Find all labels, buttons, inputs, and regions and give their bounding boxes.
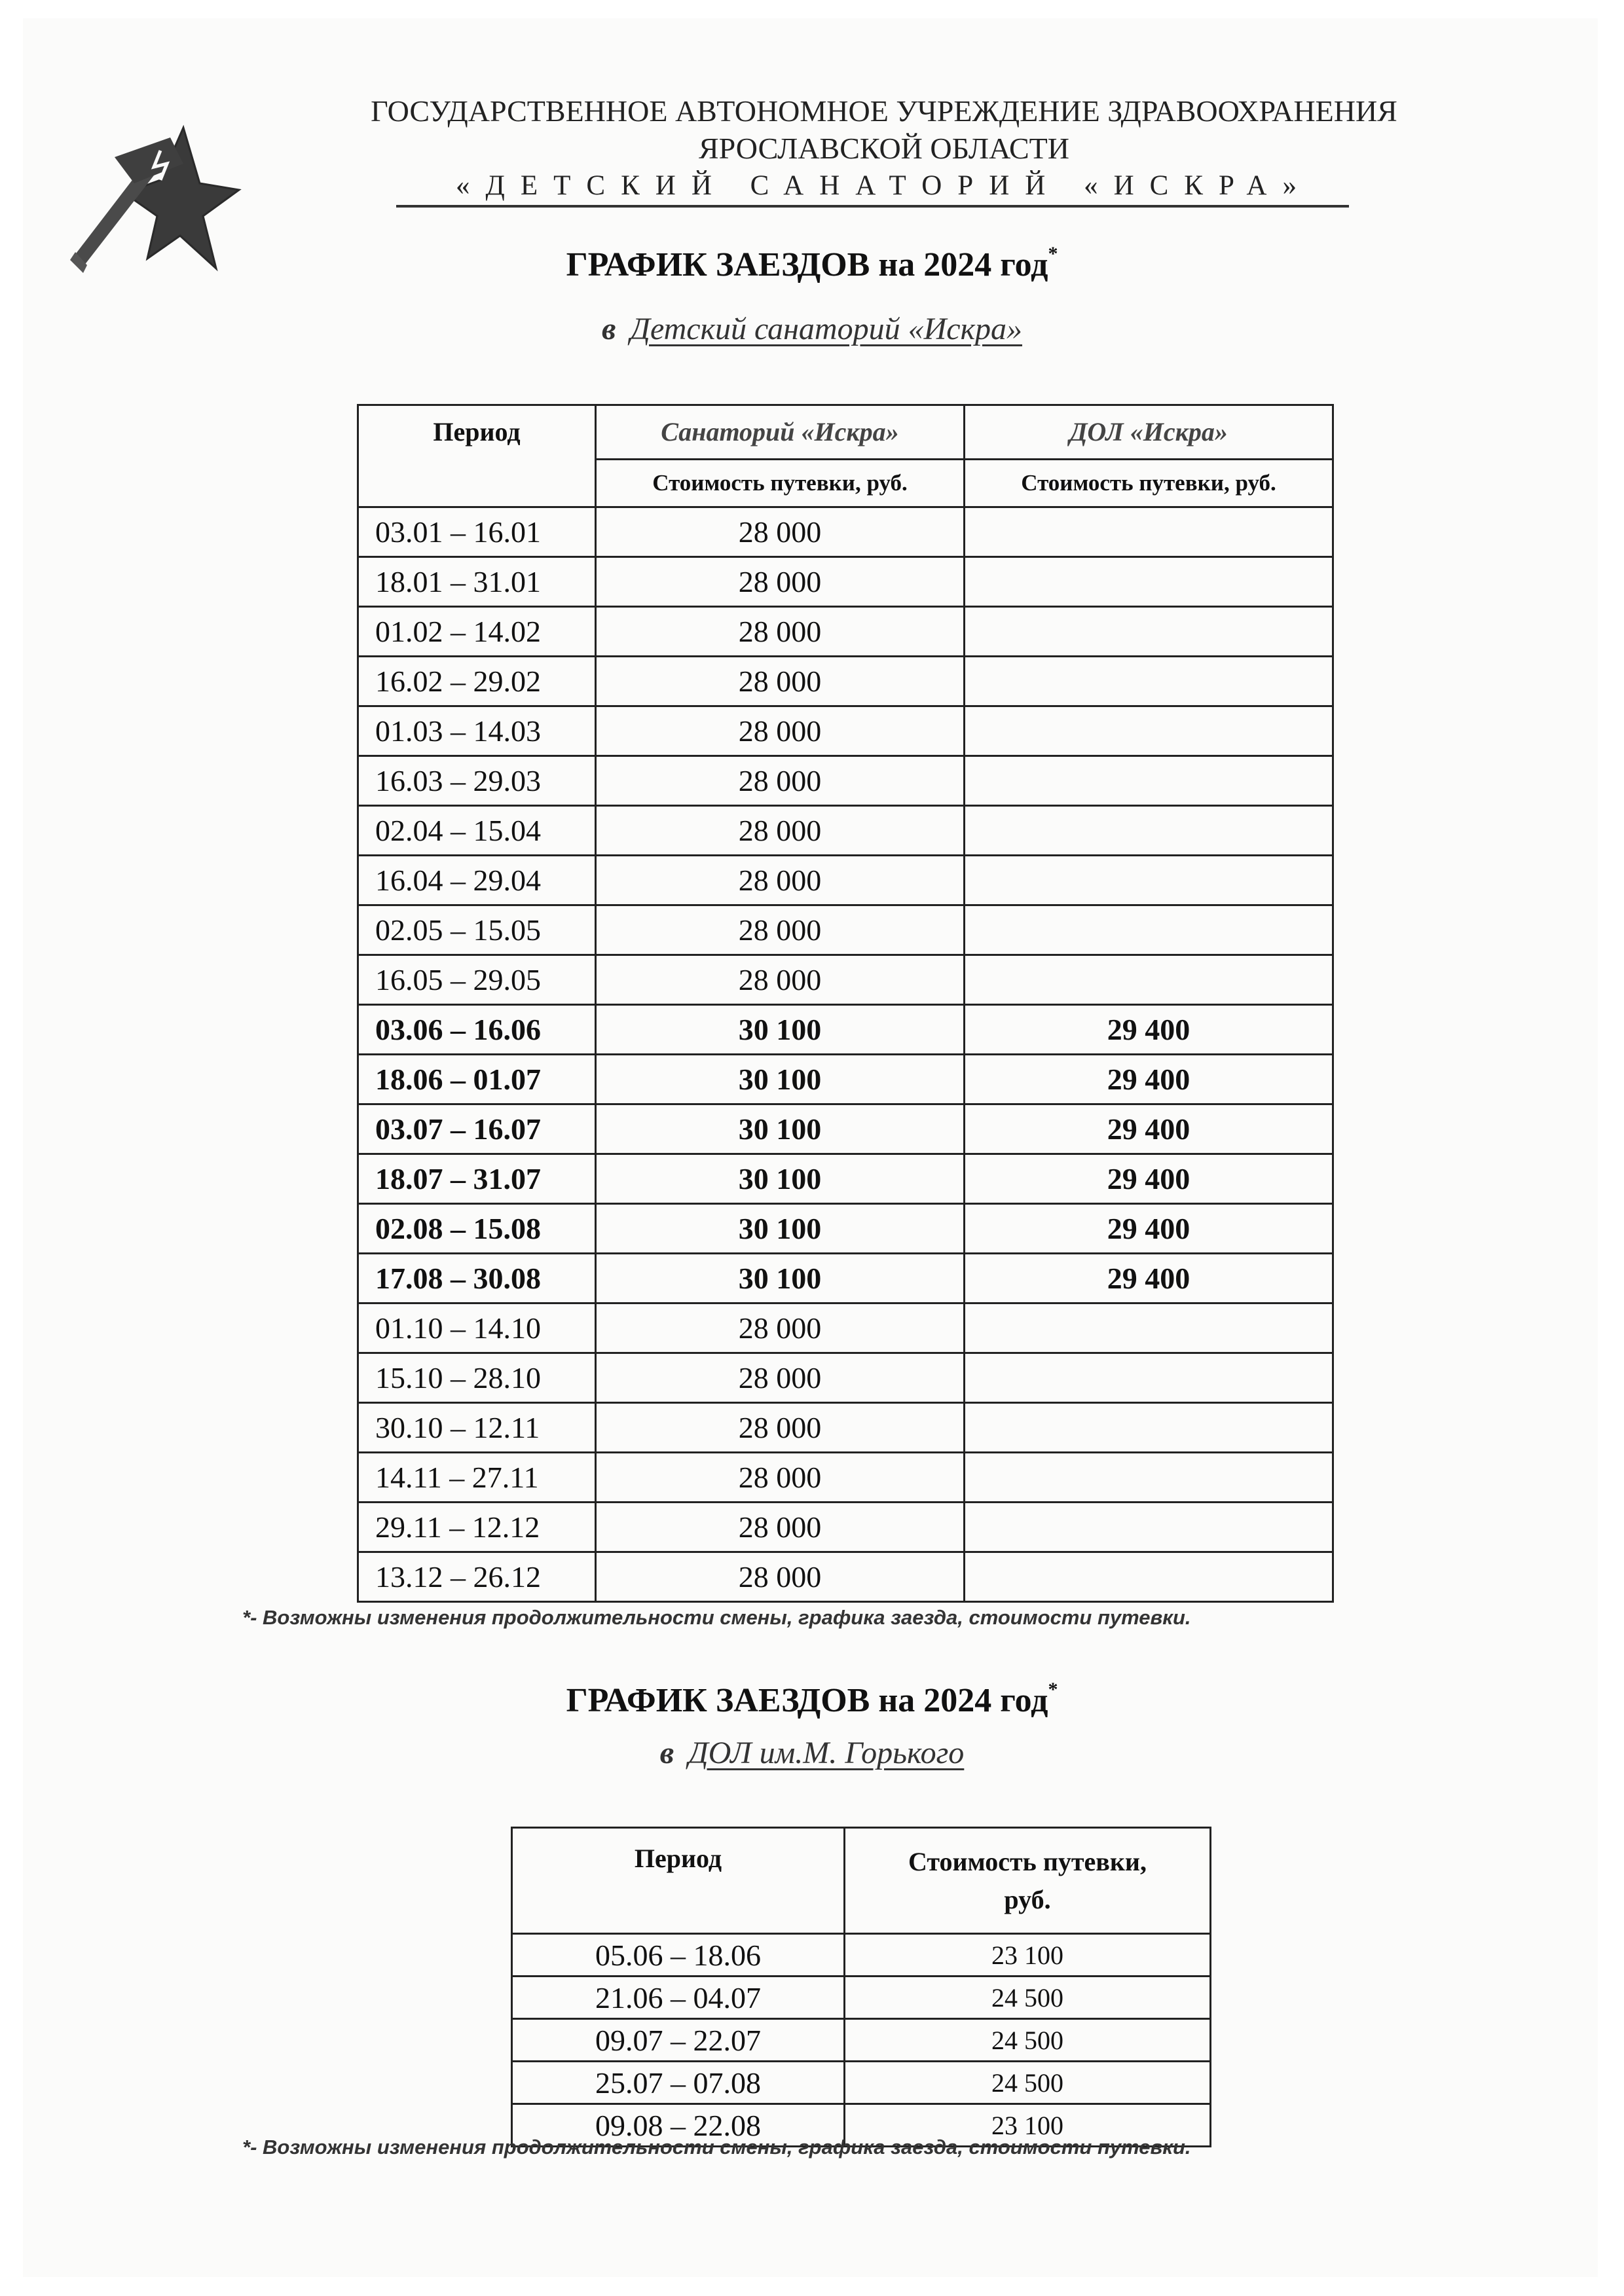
- subtitle-place: Детский санаторий «Искра»: [630, 312, 1023, 346]
- camp-price-cell: [965, 657, 1333, 706]
- table-row: [512, 1977, 1211, 2019]
- camp-price-cell: 29 400: [965, 1254, 1333, 1303]
- title-text: ГРАФИК ЗАЕЗДОВ на 2024 год: [566, 1682, 1048, 1719]
- org-name-line1: ГОСУДАРСТВЕННОЕ АВТОНОМНОЕ УЧРЕЖДЕНИЕ ЗДРАВООХРАНЕНИЯ: [371, 94, 1397, 128]
- column-header-period: Период: [358, 405, 596, 507]
- period-cell: 03.06 – 16.06: [358, 1005, 596, 1055]
- table-row: [358, 1303, 1333, 1353]
- column-header-sanatorium: Санаторий «Искра»: [596, 405, 965, 460]
- camp-price-cell: [965, 756, 1333, 806]
- camp-price-cell: 29 400: [965, 1005, 1333, 1055]
- schedule-subtitle-camp: [0, 1735, 1624, 1771]
- sanatorium-price-cell: 28 000: [596, 905, 965, 955]
- period-cell: 02.04 – 15.04: [358, 806, 596, 856]
- table-row: [358, 1403, 1333, 1453]
- column-header-cost: [845, 1828, 1211, 1934]
- table-row: [358, 507, 1333, 557]
- period-cell: 09.07 – 22.07: [512, 2019, 845, 2062]
- sanatorium-price-cell: 28 000: [596, 1303, 965, 1353]
- schedule-title-sanatorium: [0, 242, 1624, 284]
- title-footnote-mark: *: [1048, 242, 1058, 264]
- sanatorium-price-cell: 30 100: [596, 1055, 965, 1104]
- column-subheader-sanatorium-cost: Стоимость путевки, руб.: [596, 459, 965, 507]
- column-subheader-camp-cost: Стоимость путевки, руб.: [965, 459, 1333, 507]
- camp-schedule-table: [511, 1827, 1211, 2147]
- period-cell: 03.01 – 16.01: [358, 507, 596, 557]
- org-name-line3: «ДЕТСКИЙ САНАТОРИЙ «ИСКРА»: [456, 170, 1312, 201]
- period-cell: 30.10 – 12.11: [358, 1403, 596, 1453]
- table-row: [358, 1254, 1333, 1303]
- sanatorium-schedule-rows: [358, 507, 1333, 1602]
- sanatorium-price-cell: 28 000: [596, 607, 965, 657]
- camp-price-cell: [965, 806, 1333, 856]
- table-row: [358, 756, 1333, 806]
- footnote-camp: *- Возможны изменения продолжительности смены, графика заезда, стоимости путевки.: [242, 2136, 1191, 2159]
- subtitle-place: ДОЛ им.М. Горького: [688, 1736, 965, 1770]
- sanatorium-price-cell: 28 000: [596, 1403, 965, 1453]
- sanatorium-price-cell: 28 000: [596, 955, 965, 1005]
- table-row: [358, 955, 1333, 1005]
- period-cell: 03.07 – 16.07: [358, 1104, 596, 1154]
- camp-price-cell: [965, 1403, 1333, 1453]
- period-cell: 25.07 – 07.08: [512, 2062, 845, 2104]
- period-cell: 17.08 – 30.08: [358, 1254, 596, 1303]
- camp-price-cell: [965, 607, 1333, 657]
- camp-price-cell: 29 400: [965, 1104, 1333, 1154]
- table-row: [512, 1934, 1211, 1977]
- sanatorium-price-cell: 28 000: [596, 756, 965, 806]
- period-cell: 01.10 – 14.10: [358, 1303, 596, 1353]
- price-cell: 24 500: [845, 2062, 1211, 2104]
- sanatorium-price-cell: 28 000: [596, 657, 965, 706]
- sanatorium-price-cell: 30 100: [596, 1254, 965, 1303]
- table-row: [358, 1453, 1333, 1503]
- table-row: [358, 1154, 1333, 1204]
- table-row: [358, 706, 1333, 756]
- sanatorium-price-cell: 28 000: [596, 1453, 965, 1503]
- price-cell: 24 500: [845, 2019, 1211, 2062]
- period-cell: 21.06 – 04.07: [512, 1977, 845, 2019]
- table-row: [358, 1055, 1333, 1104]
- title-footnote-mark: *: [1048, 1678, 1058, 1700]
- period-cell: 09.08 – 22.08: [512, 2104, 845, 2147]
- sanatorium-price-cell: 28 000: [596, 507, 965, 557]
- camp-price-cell: 29 400: [965, 1204, 1333, 1254]
- column-header-camp: ДОЛ «Искра»: [965, 405, 1333, 460]
- sanatorium-price-cell: 28 000: [596, 806, 965, 856]
- table-row: [358, 607, 1333, 657]
- period-cell: 16.02 – 29.02: [358, 657, 596, 706]
- column-header-cost-line2: руб.: [1004, 1884, 1051, 1914]
- sanatorium-price-cell: 28 000: [596, 706, 965, 756]
- period-cell: 05.06 – 18.06: [512, 1934, 845, 1977]
- period-cell: 15.10 – 28.10: [358, 1353, 596, 1403]
- column-header-cost-line1: Стоимость путевки,: [908, 1846, 1147, 1876]
- camp-schedule-rows: [512, 1934, 1211, 2147]
- price-cell: 23 100: [845, 2104, 1211, 2147]
- header-underline: [396, 205, 1349, 208]
- sanatorium-price-cell: 30 100: [596, 1005, 965, 1055]
- period-cell: 16.03 – 29.03: [358, 756, 596, 806]
- table-row: [358, 1503, 1333, 1552]
- period-cell: 13.12 – 26.12: [358, 1552, 596, 1602]
- table-row: [512, 2019, 1211, 2062]
- subtitle-prefix: в: [601, 312, 616, 346]
- schedule-title-camp: [0, 1678, 1624, 1720]
- period-cell: 02.05 – 15.05: [358, 905, 596, 955]
- camp-price-cell: [965, 1353, 1333, 1403]
- camp-price-cell: 29 400: [965, 1055, 1333, 1104]
- camp-price-cell: [965, 955, 1333, 1005]
- camp-price-cell: [965, 557, 1333, 607]
- sanatorium-price-cell: 28 000: [596, 1353, 965, 1403]
- period-cell: 18.06 – 01.07: [358, 1055, 596, 1104]
- price-cell: 23 100: [845, 1934, 1211, 1977]
- table-row: [358, 1204, 1333, 1254]
- sanatorium-price-cell: 30 100: [596, 1204, 965, 1254]
- sanatorium-price-cell: 28 000: [596, 1552, 965, 1602]
- table-row: [512, 2062, 1211, 2104]
- period-cell: 01.02 – 14.02: [358, 607, 596, 657]
- schedule-subtitle-sanatorium: [0, 311, 1624, 347]
- title-text: ГРАФИК ЗАЕЗДОВ на 2024 год: [566, 246, 1048, 283]
- camp-price-cell: 29 400: [965, 1154, 1333, 1204]
- period-cell: 01.03 – 14.03: [358, 706, 596, 756]
- period-cell: 16.05 – 29.05: [358, 955, 596, 1005]
- camp-price-cell: [965, 706, 1333, 756]
- sanatorium-price-cell: 28 000: [596, 856, 965, 905]
- period-cell: 18.07 – 31.07: [358, 1154, 596, 1204]
- period-cell: 14.11 – 27.11: [358, 1453, 596, 1503]
- sanatorium-price-cell: 28 000: [596, 1503, 965, 1552]
- table-row: [358, 1104, 1333, 1154]
- table-row: [358, 856, 1333, 905]
- period-cell: 29.11 – 12.12: [358, 1503, 596, 1552]
- camp-price-cell: [965, 1453, 1333, 1503]
- period-cell: 16.04 – 29.04: [358, 856, 596, 905]
- camp-price-cell: [965, 507, 1333, 557]
- sanatorium-price-cell: 30 100: [596, 1104, 965, 1154]
- table-row: [358, 1552, 1333, 1602]
- period-cell: 02.08 – 15.08: [358, 1204, 596, 1254]
- subtitle-prefix: в: [659, 1736, 674, 1770]
- org-name-line2: ЯРОСЛАВСКОЙ ОБЛАСТИ: [698, 132, 1069, 165]
- camp-price-cell: [965, 1303, 1333, 1353]
- table-row: [358, 1005, 1333, 1055]
- camp-price-cell: [965, 905, 1333, 955]
- table-row: [358, 905, 1333, 955]
- sanatorium-price-cell: 30 100: [596, 1154, 965, 1204]
- price-cell: 24 500: [845, 1977, 1211, 2019]
- footnote-sanatorium: *- Возможны изменения продолжительности смены, графика заезда, стоимости путевки.: [242, 1606, 1191, 1629]
- camp-price-cell: [965, 1552, 1333, 1602]
- column-header-period: Период: [512, 1828, 845, 1934]
- sanatorium-price-cell: 28 000: [596, 557, 965, 607]
- camp-price-cell: [965, 1503, 1333, 1552]
- table-row: [358, 1353, 1333, 1403]
- sanatorium-schedule-table: [357, 404, 1334, 1603]
- camp-price-cell: [965, 856, 1333, 905]
- table-row: [358, 557, 1333, 607]
- table-row: [358, 806, 1333, 856]
- table-row: [358, 657, 1333, 706]
- period-cell: 18.01 – 31.01: [358, 557, 596, 607]
